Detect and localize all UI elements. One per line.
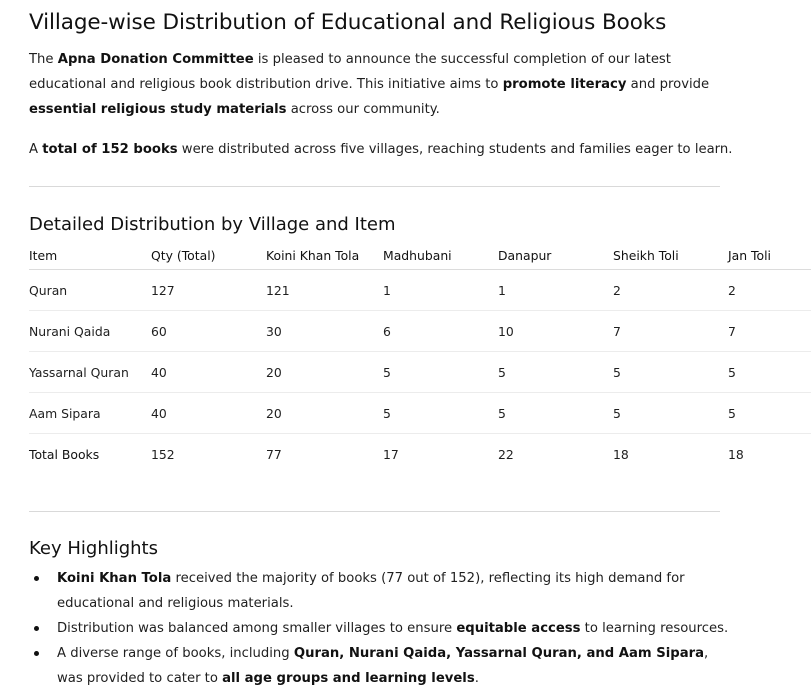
column-header-jan-toli: Jan Toli xyxy=(728,241,811,270)
table-cell: 1 xyxy=(383,270,498,311)
table-cell: 127 xyxy=(151,270,266,311)
highlight-emphasis: all age groups and learning levels xyxy=(222,671,475,686)
table-cell: Yassarnal Quran xyxy=(29,352,151,393)
table-cell: 60 xyxy=(151,311,266,352)
bullet-icon xyxy=(34,651,39,656)
table-cell: 5 xyxy=(383,393,498,434)
table-cell: 77 xyxy=(266,446,282,462)
column-header-koini-khan-tola: Koini Khan Tola xyxy=(266,241,383,270)
table-cell: 1 xyxy=(498,270,613,311)
column-header-sheikh-toli: Sheikh Toli xyxy=(613,241,728,270)
list-item xyxy=(29,641,729,691)
table-cell: Nurani Qaida xyxy=(29,311,151,352)
promote-literacy-emphasis: promote literacy xyxy=(502,77,627,92)
table-cell: 40 xyxy=(151,352,266,393)
highlight-emphasis: Quran, Nurani Qaida, Yassarnal Quran, and Aam Sipara xyxy=(293,646,704,661)
table-cell: 5 xyxy=(383,352,498,393)
table-cell: 5 xyxy=(613,352,728,393)
table-cell: Quran xyxy=(29,270,151,311)
total-text-1: A xyxy=(29,142,43,157)
table-cell: Total Books xyxy=(29,446,100,462)
table-cell: 121 xyxy=(266,270,383,311)
table-cell: 5 xyxy=(498,352,613,393)
intro-text-2: is pleased to announce the successful completion of our latest educational and religious book distribution drive. This initiative aims to xyxy=(29,52,671,92)
table-cell: 18 xyxy=(728,446,744,462)
table-cell: Aam Sipara xyxy=(29,393,151,434)
total-books-emphasis: total of 152 books xyxy=(42,142,178,157)
highlight-text: A diverse range of books, including xyxy=(57,646,294,661)
list-item xyxy=(29,566,729,616)
highlight-emphasis: Koini Khan Tola xyxy=(57,571,172,586)
committee-name: Apna Donation Committee xyxy=(57,52,254,67)
table-cell: 40 xyxy=(151,393,266,434)
table-cell: 30 xyxy=(266,311,383,352)
table-cell: 22 xyxy=(498,446,514,462)
total-text-2: were distributed across five villages, reaching students and families eager to learn. xyxy=(177,142,733,157)
highlight-text: received the majority of books (77 out of 152), reflecting its high demand for educational and religious materials. xyxy=(57,571,685,611)
table-header-row xyxy=(29,241,811,270)
table-row xyxy=(29,352,811,393)
column-header-madhubani: Madhubani xyxy=(383,241,498,270)
table-cell: 5 xyxy=(728,393,811,434)
table-cell: 5 xyxy=(613,393,728,434)
bullet-icon xyxy=(34,626,39,631)
table-cell: 17 xyxy=(383,446,399,462)
table-cell: 7 xyxy=(728,311,811,352)
table-cell: 2 xyxy=(613,270,728,311)
section-divider xyxy=(29,186,720,187)
study-materials-emphasis: essential religious study materials xyxy=(29,102,287,117)
table-row xyxy=(29,270,811,311)
column-header-item: Item xyxy=(29,241,151,270)
table-cell: 152 xyxy=(151,446,175,462)
table-total-row xyxy=(29,434,811,475)
list-item xyxy=(29,616,729,641)
key-highlights-heading: Key Highlights xyxy=(29,538,158,559)
intro-text-1: The xyxy=(29,52,58,67)
highlight-text: . xyxy=(474,671,479,686)
intro-paragraph xyxy=(29,47,729,122)
highlight-text: to learning resources. xyxy=(580,621,729,636)
table-cell: 2 xyxy=(728,270,811,311)
column-header-danapur: Danapur xyxy=(498,241,613,270)
page-title: Village-wise Distribution of Educational and Religious Books xyxy=(29,10,667,35)
section-divider xyxy=(29,511,720,512)
table-cell: 18 xyxy=(613,446,629,462)
total-books-paragraph xyxy=(29,137,749,162)
distribution-table xyxy=(29,241,811,474)
intro-text-3: and provide xyxy=(626,77,710,92)
bullet-icon xyxy=(34,576,39,581)
table-cell: 5 xyxy=(728,352,811,393)
table-cell: 20 xyxy=(266,393,383,434)
distribution-table-heading: Detailed Distribution by Village and Item xyxy=(29,214,396,235)
intro-text-4: across our community. xyxy=(286,102,440,117)
table-cell: 5 xyxy=(498,393,613,434)
table-cell: 6 xyxy=(383,311,498,352)
table-cell: 10 xyxy=(498,311,613,352)
table-cell: 20 xyxy=(266,352,383,393)
table-cell: 7 xyxy=(613,311,728,352)
highlights-list xyxy=(29,566,729,691)
table-row xyxy=(29,311,811,352)
highlight-text: Distribution was balanced among smaller villages to ensure xyxy=(57,621,457,636)
column-header-qty-total: Qty (Total) xyxy=(151,241,266,270)
highlight-text: , was provided to cater to xyxy=(57,646,709,686)
highlight-emphasis: equitable access xyxy=(456,621,581,636)
table-row xyxy=(29,393,811,434)
